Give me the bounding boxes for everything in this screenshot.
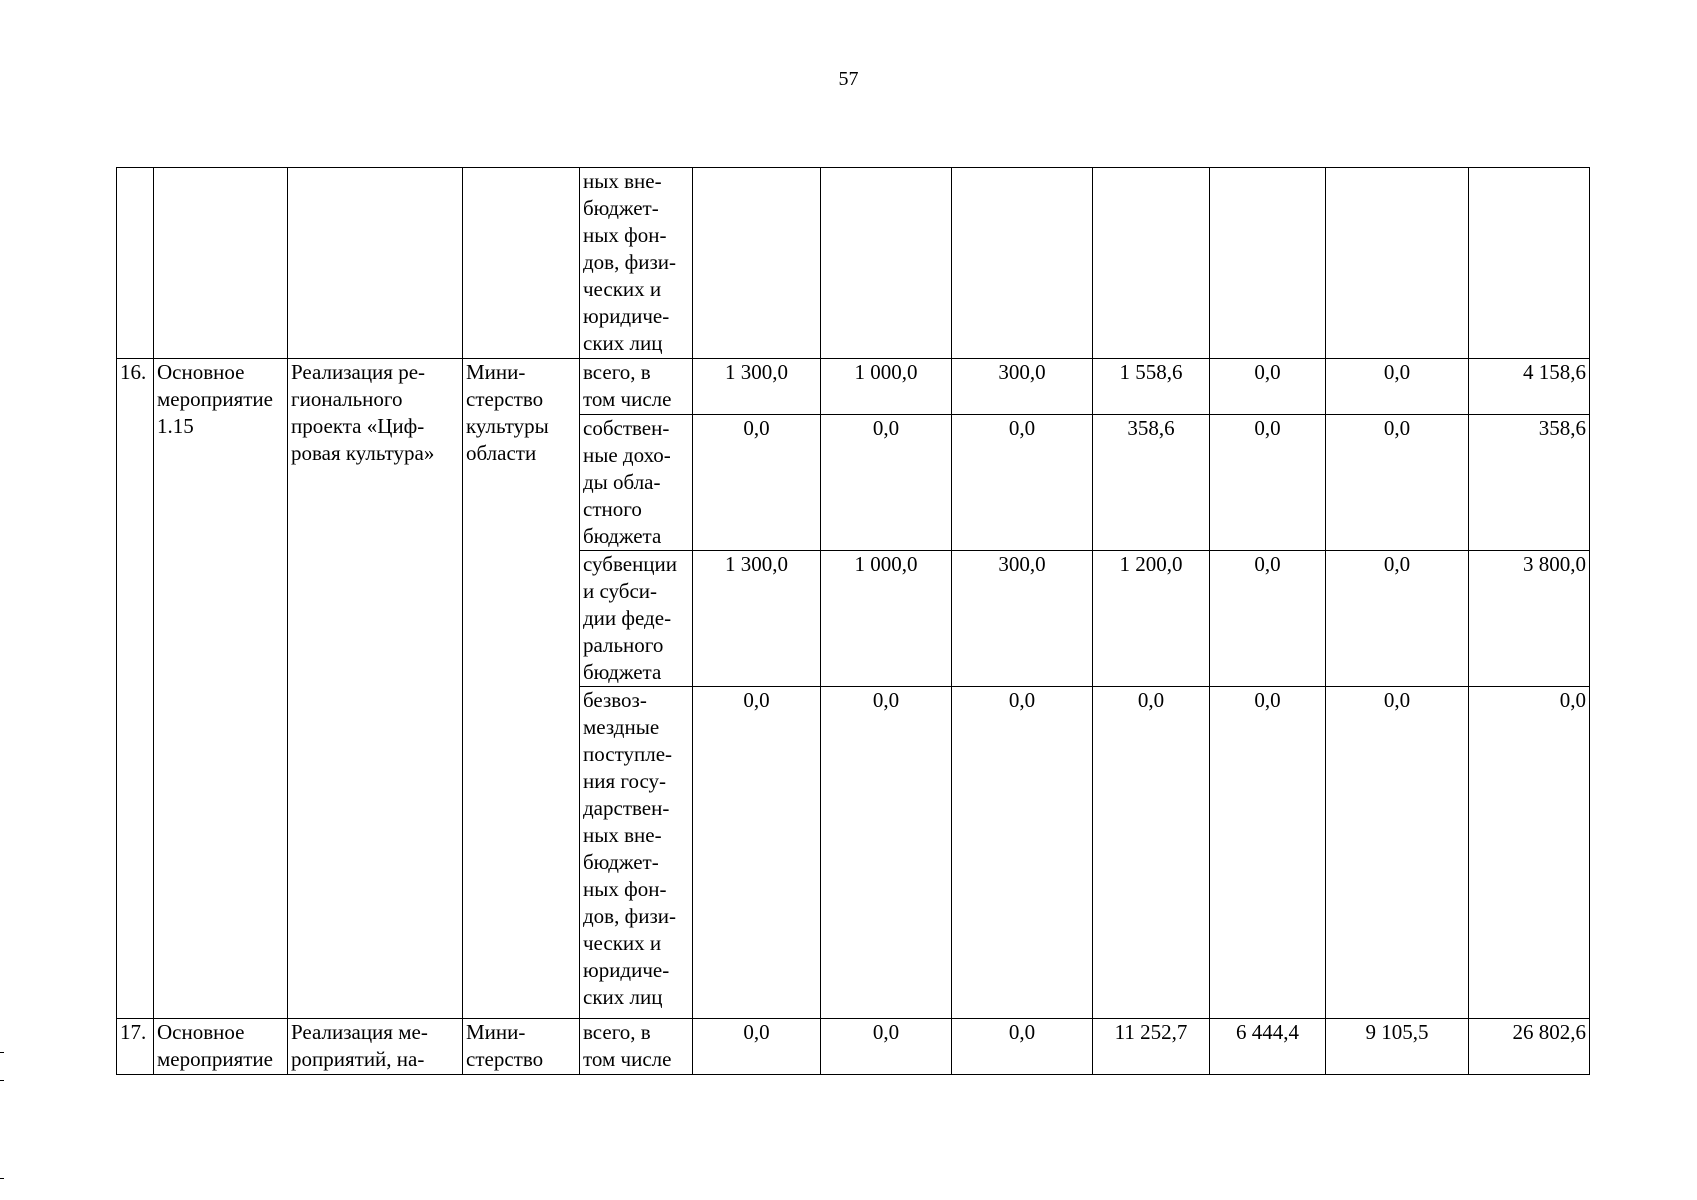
value-cell: 26 802,6: [1469, 1019, 1590, 1075]
value-cell: 3 800,0: [1469, 551, 1590, 687]
value-cell: 0,0: [1210, 415, 1326, 551]
item-type: Основное мероприятие 1.15: [154, 359, 288, 1019]
value-cell: 358,6: [1093, 415, 1210, 551]
value-cell: 0,0: [1326, 415, 1469, 551]
value-cell: 0,0: [1326, 687, 1469, 1019]
value-cell: 0,0: [1210, 551, 1326, 687]
item17-row-total: [117, 1019, 1590, 1075]
value-cell: 300,0: [952, 551, 1093, 687]
funding-source-cell: субвенции и субси- дии феде- рального бюджета: [580, 551, 693, 687]
continuation-row: [117, 168, 1590, 359]
value-cell: 0,0: [821, 415, 952, 551]
empty-cell: [288, 168, 463, 359]
item-executor: Мини-стерство культуры области: [463, 359, 580, 1019]
value-cell: 1 558,6: [1093, 359, 1210, 415]
empty-cell: [1326, 168, 1469, 359]
item-number: 17.: [117, 1019, 154, 1075]
empty-cell: [117, 168, 154, 359]
page-number: 57: [838, 68, 859, 90]
value-cell: 1 300,0: [693, 359, 821, 415]
funding-table: [116, 167, 1590, 1075]
funding-source-cell: всего, в том числе: [580, 1019, 693, 1075]
value-cell: 0,0: [821, 687, 952, 1019]
value-cell: 1 000,0: [821, 359, 952, 415]
item-number: 16.: [117, 359, 154, 1019]
item-name: Реализация ме-роприятий, на-: [288, 1019, 463, 1075]
empty-cell: [1469, 168, 1590, 359]
empty-cell: [463, 168, 580, 359]
value-cell: 6 444,4: [1210, 1019, 1326, 1075]
value-cell: 0,0: [1326, 551, 1469, 687]
value-cell: 0,0: [1326, 359, 1469, 415]
value-cell: 1 300,0: [693, 551, 821, 687]
empty-cell: [693, 168, 821, 359]
value-cell: 358,6: [1469, 415, 1590, 551]
value-cell: 0,0: [693, 687, 821, 1019]
empty-cell: [821, 168, 952, 359]
scan-mark: [0, 1080, 4, 1081]
value-cell: 300,0: [952, 359, 1093, 415]
value-cell: 0,0: [1210, 687, 1326, 1019]
scan-mark: [0, 1178, 4, 1179]
funding-source-cell: всего, в том числе: [580, 359, 693, 415]
value-cell: 0,0: [821, 1019, 952, 1075]
item-name: Реализация ре-гионального проекта «Циф-ровая культура»: [288, 359, 463, 1019]
funding-source-cell: собствен- ные дохо- ды обла- стного бюджета: [580, 415, 693, 551]
empty-cell: [1093, 168, 1210, 359]
value-cell: 1 200,0: [1093, 551, 1210, 687]
value-cell: 0,0: [1469, 687, 1590, 1019]
item-type: Основное мероприятие: [154, 1019, 288, 1075]
empty-cell: [154, 168, 288, 359]
value-cell: 0,0: [693, 415, 821, 551]
value-cell: 0,0: [693, 1019, 821, 1075]
value-cell: 4 158,6: [1469, 359, 1590, 415]
value-cell: 0,0: [952, 1019, 1093, 1075]
funding-source-cell: безвоз- мездные поступле- ния госу- дарствен- ных вне- бюджет- ных фон- дов, физи- ческих и юридиче- ских лиц: [580, 687, 693, 1019]
value-cell: 1 000,0: [821, 551, 952, 687]
item16-row-total: [117, 359, 1590, 415]
value-cell: 11 252,7: [1093, 1019, 1210, 1075]
empty-cell: [1210, 168, 1326, 359]
value-cell: 0,0: [952, 687, 1093, 1019]
scan-mark: [0, 1052, 4, 1053]
funding-source-cell: ных вне- бюджет- ных фон- дов, физи- ческих и юридиче- ских лиц: [580, 168, 693, 359]
value-cell: 0,0: [1093, 687, 1210, 1019]
item-executor: Мини-стерство: [463, 1019, 580, 1075]
value-cell: 0,0: [1210, 359, 1326, 415]
value-cell: 0,0: [952, 415, 1093, 551]
empty-cell: [952, 168, 1093, 359]
value-cell: 9 105,5: [1326, 1019, 1469, 1075]
